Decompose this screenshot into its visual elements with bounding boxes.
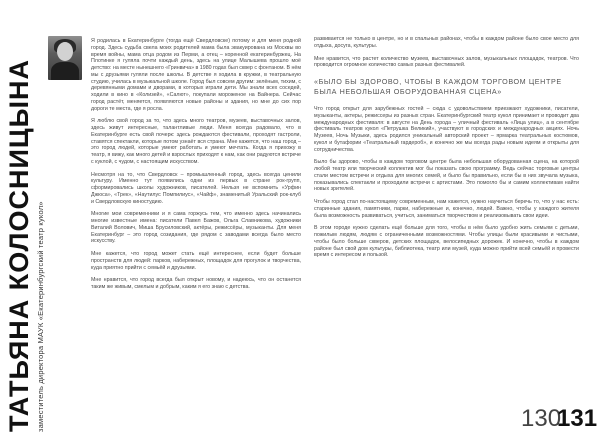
paragraph: развивается не только в центре, но и в спальных районах, чтобы в каждом районе было свое место для отдыха, досуга, культуры.	[314, 36, 579, 49]
author-block	[4, 59, 46, 432]
page-number-left: 130	[521, 405, 562, 432]
paragraph: Что город открыт для зарубежных гостей – сюда с удовольствием приезжают художники, писатели, музыканты, актеры, режиссеры из разных стран. Екатеринбургский театр кукол принимает и проводит два международных фестиваля: в августе на День города – уличный фестиваль «Лица улиц», а в сентябре фестиваль театров кукол «Петрушка Великий», участвуют в городских и международных акциях. Ночь Музеев, Ночь Музыки, здесь родился уникальный авторский проект – ярмарка театральных костюмов, кукол и бутафории «Театральный гардероб», и конечно же мы всегда рады новым идеям и открыты для сотрудничества.	[314, 106, 579, 153]
paragraph: Мне кажется, что город может стать ещё интереснее, если будет больше пространств для людей: парков, набережных, площадок для прогулок и творчества, куда приятно прийти с семьёй и друзьями.	[91, 251, 301, 271]
author-role: заместитель директора МАУК «Екатеринбургский театр кукол»	[36, 201, 45, 432]
text-column-1	[91, 38, 301, 297]
text-column-2	[314, 36, 579, 265]
page-number-right: 131	[557, 405, 598, 432]
paragraph: Многие мои современники и я сама горжусь тем, что именно здесь начинались многие известные имена: писатели Павел Бажов, Ольга Славникова, художники Виталий Волович, Миша Брусиловский, актёры, режиссёры, музыканты. Для меня Екатеринбург – это город созидания, где рядом с заводами всегда было место искусству.	[91, 211, 301, 245]
paragraph: Я люблю свой город за то, что здесь много театров, музеев, выставочных залов, здесь живут интересные, талантливые люди. Меня всегда радовало, что в Екатеринбурге есть свой почерк: здесь рождаются фестивали, проходят гастроли, ставятся спектакли, которые потом узнаёт вся страна. Мне кажется, что наш город – это город людей, которые умеют работать и умеют мечтать. Когда я прихожу в театр, я вижу, как много детей и взрослых приходят к нам, как они радуются встрече с куклой, с чудом, с настоящим искусством.	[91, 118, 301, 165]
pull-quote: «БЫЛО БЫ ЗДОРОВО, ЧТОБЫ В КАЖДОМ ТОРГОВОМ ЦЕНТРЕ БЫЛА НЕБОЛЬШАЯ ОБОРУДОВАННАЯ СЦЕНА»	[314, 77, 562, 96]
paragraph: Чтобы город стал по-настоящему современным, нам кажется, нужно научиться беречь то, что у нас есть: старинные здания, памятники, парки, набережные и, конечно, людей. Важно, чтобы у каждого жителя была возможность развиваться, учиться, заниматься творчеством и реализовывать свои идеи.	[314, 199, 579, 219]
paragraph: Несмотря на то, что Свердловск – промышленный город, здесь всегда ценили культуру. Именно тут появились одни из первых в стране рок-групп, сформировались школы художников, писателей. Нельзя не вспомнить «Урфин Джюса», «Трек», «Наутилус Помпилиус», «Чайф», знаменитый Уральский рок-клуб и Свердловскую киностудию.	[91, 171, 301, 205]
paragraph: Я родилась в Екатеринбурге (тогда ещё Свердловске) потому и для меня родной город. Здесь судьба свела моих родителей мама была эвакуирована из Москвы во время войны, мама отца родом из Перми, а отец – коренной екатеринбуржец. На Плотинке я гуляла почти каждый день, здесь на улице Малышева прошло моё детство: на месте нынешнего «Гринвича» в 1980 годах был сквер с фонтаном. В нём мы с друзьями гуляли после школы. В детстве я ходила в кружки, в театральную студию, училась в музыкальной школе. Город был совсем другим: зелёным, тихим, с деревянными домами и дворами, в которых играли дети. Мы знали всех соседей, ходили в кино в «Колизей», «Салют», покупали мороженое на Вайнера. Сейчас город растёт, меняется, появляются новые районы и здания, но мне до сих пор дороги те места, где я росла.	[91, 38, 301, 112]
paragraph: Было бы здорово, чтобы в каждом торговом центре была небольшая оборудованная сцена, на которой любой театр или творческий коллектив мог бы показать свою программу. Ведь сейчас торговые центры стали местом встречи и отдыха для многих семей, и было бы правильно, если бы в них звучала музыка, показывались спектакли и проходили встречи с артистами. Это помогло бы и самим коллективам найти новых зрителей.	[314, 159, 579, 193]
photo-body	[51, 62, 79, 80]
paragraph: Мне нравится, что город всегда был открыт новому, и надеюсь, что он останется таким же живым, смелым и добрым, каким я его знаю с детства.	[91, 277, 301, 290]
author-name: ТАТЬЯНА КОЛОСНИЦЫНА	[4, 58, 34, 432]
paragraph: В этом городе нужно сделать ещё больше для того, чтобы в нём было удобно жить семьям с детьми, пожилым людям, людям с ограниченными возможностями. Чтобы улицы были красивыми и чистыми, чтобы было больше скверов, детских площадок, велосипедных дорожек. И конечно, чтобы в каждом районе был свой дом культуры, библиотека, театр или музей, куда можно прийти всей семьёй и провести время с интересом и пользой.	[314, 225, 579, 259]
photo-face	[57, 42, 73, 61]
paragraph: Мне нравится, что растет количество музеев, выставочных залов, музыкальных площадок, театров. Что проводится огромное количество самых разных фестивалей.	[314, 55, 579, 69]
author-photo	[48, 36, 82, 80]
